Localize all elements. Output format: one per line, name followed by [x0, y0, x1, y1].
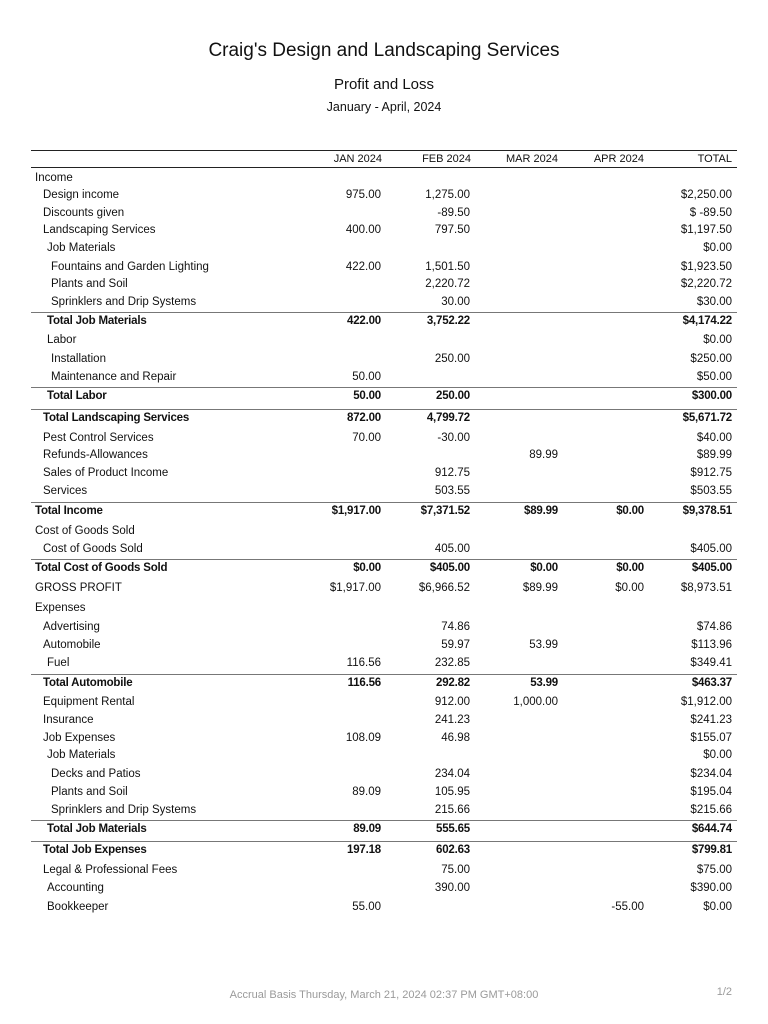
row-label: Plants and Soil: [51, 278, 128, 290]
cell-feb: 46.98: [441, 732, 470, 744]
cell-feb: 105.95: [434, 786, 470, 798]
row-label: Total Labor: [47, 390, 107, 402]
table-row: [31, 523, 737, 540]
column-header-row: [31, 150, 737, 168]
row-label: Decks and Patios: [51, 768, 141, 780]
cell-total: $113.96: [691, 639, 732, 651]
table-row: [31, 899, 737, 916]
row-label: Accounting: [47, 882, 104, 894]
cell-mar: 1,000.00: [513, 696, 558, 708]
table-row: [31, 600, 737, 617]
cell-feb: 4,799.72: [426, 412, 470, 424]
cell-mar: 53.99: [530, 677, 558, 689]
cell-feb: 250.00: [436, 390, 470, 402]
cell-feb: 250.00: [434, 353, 470, 365]
cell-total: $0.00: [703, 749, 732, 761]
table-row: [31, 447, 737, 464]
table-row: [31, 276, 737, 293]
cell-total: $405.00: [690, 543, 732, 555]
table-row: [31, 483, 737, 500]
cell-apr: $0.00: [616, 562, 644, 574]
cell-feb: $6,966.52: [418, 582, 470, 594]
total-row: [31, 409, 737, 426]
cell-mar: 89.99: [529, 449, 558, 461]
table-row: [31, 619, 737, 636]
cell-apr: $0.00: [615, 582, 644, 594]
cell-total: $250.00: [690, 353, 732, 365]
cell-feb: 1,501.50: [425, 261, 470, 273]
row-label: Job Expenses: [43, 732, 116, 744]
report-footer: Accrual Basis Thursday, March 21, 2024 02:37 PM GMT+08:00: [229, 989, 539, 1001]
cell-feb: 1,275.00: [425, 189, 470, 201]
table-row: [31, 655, 737, 672]
cell-feb: 390.00: [434, 882, 470, 894]
row-label: Total Job Materials: [47, 315, 147, 327]
cell-total: $390.00: [690, 882, 732, 894]
column-header-mar: MAR 2024: [506, 153, 558, 165]
row-label: Refunds-Allowances: [43, 449, 148, 461]
cell-total: $349.41: [690, 657, 732, 669]
cell-feb: 2,220.72: [425, 278, 470, 290]
row-label: GROSS PROFIT: [35, 582, 122, 594]
cell-total: $799.81: [691, 844, 732, 856]
row-label: Sprinklers and Drip Systems: [51, 296, 197, 308]
cell-total: $40.00: [696, 432, 732, 444]
table-row: [31, 369, 737, 386]
cell-feb: -30.00: [437, 432, 470, 444]
row-label: Services: [43, 485, 88, 497]
cell-jan: 872.00: [347, 412, 381, 424]
cell-jan: 108.09: [345, 732, 381, 744]
cell-feb: $405.00: [429, 562, 470, 574]
table-row: [31, 880, 737, 897]
row-label: Cost of Goods Sold: [43, 543, 143, 555]
row-label: Cost of Goods Sold: [35, 525, 135, 537]
cell-mar: 53.99: [529, 639, 558, 651]
cell-jan: 975.00: [345, 189, 381, 201]
total-row: [31, 559, 737, 576]
cell-total: $2,220.72: [680, 278, 732, 290]
table-row: [31, 694, 737, 711]
report-title: Profit and Loss: [333, 76, 435, 93]
cell-total: $405.00: [691, 562, 732, 574]
cell-feb: 555.65: [436, 823, 470, 835]
table-row: [31, 222, 737, 239]
cell-feb: 241.23: [434, 714, 470, 726]
table-row: [31, 187, 737, 204]
cell-feb: 232.85: [434, 657, 470, 669]
cell-total: $0.00: [703, 901, 732, 913]
cell-feb: 405.00: [434, 543, 470, 555]
cell-total: $195.04: [690, 786, 732, 798]
cell-jan: 422.00: [345, 261, 381, 273]
cell-total: $89.99: [696, 449, 732, 461]
row-label: Plants and Soil: [51, 786, 128, 798]
table-row: [31, 465, 737, 482]
row-label: Total Income: [35, 505, 103, 517]
cell-jan: 89.09: [353, 823, 381, 835]
cell-jan: 400.00: [345, 224, 381, 236]
row-label: Job Materials: [47, 749, 116, 761]
cell-feb: 602.63: [436, 844, 470, 856]
cell-total: $5,671.72: [682, 412, 732, 424]
cell-feb: 30.00: [441, 296, 470, 308]
table-row: [31, 747, 737, 764]
row-label: Automobile: [43, 639, 101, 651]
cell-total: $155.07: [690, 732, 732, 744]
row-label: Discounts given: [43, 207, 125, 219]
cell-jan: $1,917.00: [331, 505, 381, 517]
row-label: Income: [35, 172, 73, 184]
table-row: [31, 712, 737, 729]
table-row: [31, 862, 737, 879]
row-label: Installation: [51, 353, 106, 365]
cell-jan: 116.56: [347, 677, 381, 689]
row-label: Maintenance and Repair: [51, 371, 177, 383]
table-row: [31, 430, 737, 447]
cell-total: $ -89.50: [689, 207, 732, 219]
cell-total: $300.00: [691, 390, 732, 402]
cell-feb: 503.55: [434, 485, 470, 497]
cell-total: $912.75: [690, 467, 732, 479]
row-label: Bookkeeper: [47, 901, 109, 913]
total-row: [31, 820, 737, 837]
total-row: [31, 312, 737, 329]
total-row: [31, 841, 737, 858]
row-label: Total Automobile: [43, 677, 133, 689]
profit-loss-table: [31, 150, 737, 913]
row-label: Job Materials: [47, 242, 116, 254]
column-header-jan: JAN 2024: [333, 153, 382, 165]
cell-feb: 75.00: [441, 864, 470, 876]
cell-feb: 912.00: [434, 696, 470, 708]
cell-feb: 292.82: [436, 677, 470, 689]
cell-feb: 215.66: [434, 804, 470, 816]
cell-jan: 50.00: [353, 390, 381, 402]
cell-jan: 197.18: [347, 844, 381, 856]
row-label: Total Job Expenses: [43, 844, 147, 856]
cell-total: $463.37: [691, 677, 732, 689]
cell-total: $1,923.50: [680, 261, 732, 273]
total-row: [31, 502, 737, 519]
table-row: [31, 637, 737, 654]
cell-jan: 422.00: [347, 315, 381, 327]
cell-jan: 50.00: [352, 371, 381, 383]
report-period: January - April, 2024: [326, 100, 442, 114]
table-row: [31, 730, 737, 747]
cell-feb: 234.04: [434, 768, 470, 780]
table-row: [31, 541, 737, 558]
cell-total: $234.04: [690, 768, 732, 780]
table-row: [31, 259, 737, 276]
table-row: [31, 170, 737, 187]
cell-feb: 59.97: [441, 639, 470, 651]
table-row: [31, 766, 737, 783]
row-label: Design income: [43, 189, 120, 201]
cell-total: $75.00: [696, 864, 732, 876]
row-label: Pest Control Services: [43, 432, 154, 444]
row-label: Fountains and Garden Lighting: [51, 261, 209, 273]
row-label: Insurance: [43, 714, 94, 726]
cell-total: $644.74: [691, 823, 732, 835]
cell-total: $503.55: [690, 485, 732, 497]
cell-feb: -89.50: [437, 207, 470, 219]
cell-mar: $89.99: [522, 582, 558, 594]
page-number: 1/2: [716, 986, 732, 998]
cell-total: $8,973.51: [680, 582, 732, 594]
table-row: [31, 802, 737, 819]
cell-feb: 3,752.22: [426, 315, 470, 327]
row-label: Equipment Rental: [43, 696, 135, 708]
table-row: [31, 240, 737, 257]
cell-total: $0.00: [703, 334, 732, 346]
table-row: [31, 205, 737, 222]
cell-total: $9,378.51: [682, 505, 732, 517]
table-row: [31, 351, 737, 368]
cell-total: $74.86: [696, 621, 732, 633]
cell-mar: $89.99: [524, 505, 558, 517]
total-row: [31, 387, 737, 404]
table-row: [31, 580, 737, 597]
cell-feb: 74.86: [441, 621, 470, 633]
cell-jan: 116.56: [346, 657, 381, 669]
cell-jan: 70.00: [352, 432, 381, 444]
cell-total: $215.66: [690, 804, 732, 816]
cell-feb: 797.50: [434, 224, 470, 236]
row-label: Total Job Materials: [47, 823, 147, 835]
cell-apr: -55.00: [611, 901, 644, 913]
cell-jan: $1,917.00: [329, 582, 381, 594]
total-row: [31, 674, 737, 691]
table-row: [31, 784, 737, 801]
row-label: Advertising: [43, 621, 100, 633]
cell-total: $2,250.00: [680, 189, 732, 201]
cell-total: $0.00: [703, 242, 732, 254]
column-header-total: TOTAL: [697, 153, 732, 165]
cell-total: $241.23: [690, 714, 732, 726]
column-header-feb: FEB 2024: [422, 153, 471, 165]
row-label: Expenses: [35, 602, 86, 614]
cell-jan: 89.09: [352, 786, 381, 798]
table-row: [31, 332, 737, 349]
cell-total: $50.00: [696, 371, 732, 383]
cell-feb: 912.75: [434, 467, 470, 479]
row-label: Sales of Product Income: [43, 467, 169, 479]
cell-feb: $7,371.52: [420, 505, 470, 517]
row-label: Sprinklers and Drip Systems: [51, 804, 197, 816]
row-label: Fuel: [47, 657, 70, 669]
cell-jan: $0.00: [353, 562, 381, 574]
table-row: [31, 294, 737, 311]
cell-total: $4,174.22: [682, 315, 732, 327]
cell-total: $30.00: [696, 296, 732, 308]
row-label: Legal & Professional Fees: [43, 864, 178, 876]
cell-mar: $0.00: [530, 562, 558, 574]
row-label: Total Landscaping Services: [43, 412, 190, 424]
row-label: Total Cost of Goods Sold: [35, 562, 168, 574]
cell-jan: 55.00: [352, 901, 381, 913]
cell-apr: $0.00: [616, 505, 644, 517]
company-name: Craig's Design and Landscaping Services: [208, 40, 560, 61]
cell-total: $1,197.50: [680, 224, 732, 236]
row-label: Labor: [47, 334, 77, 346]
cell-total: $1,912.00: [680, 696, 732, 708]
row-label: Landscaping Services: [43, 224, 156, 236]
column-header-apr: APR 2024: [593, 153, 644, 165]
